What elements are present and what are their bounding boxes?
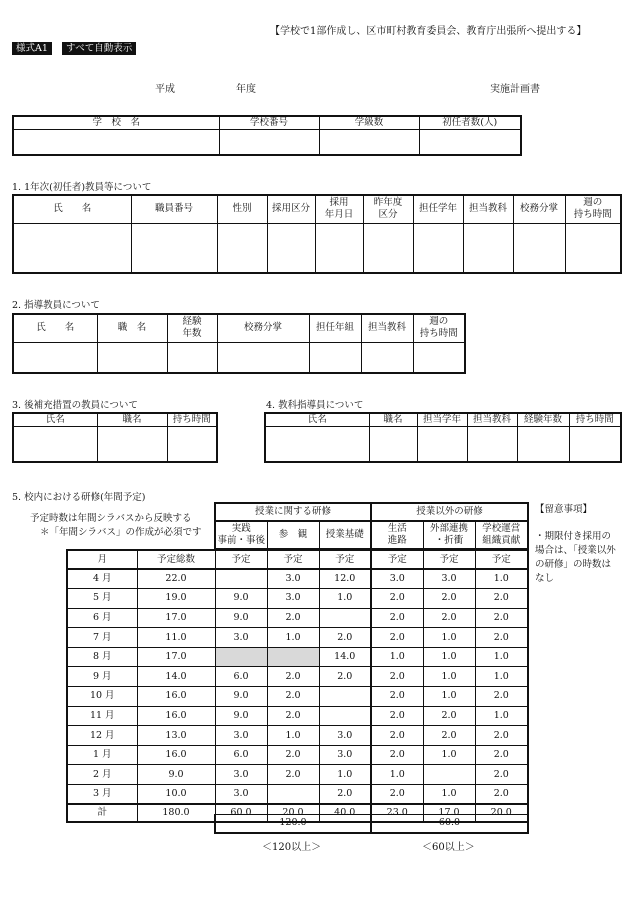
row-external-liaison-cell[interactable]: 1.0	[423, 667, 475, 687]
s1-cell[interactable]	[315, 223, 363, 273]
training-row	[67, 647, 528, 667]
plan-header: 予定	[215, 550, 267, 569]
row-school-management-cell[interactable]: 1.0	[475, 647, 528, 667]
school-name-cell[interactable]	[13, 130, 219, 155]
row-month-cell: 4 月	[67, 569, 137, 589]
row-lesson-basics-cell[interactable]: 2.0	[319, 785, 371, 805]
row-total-cell: 22.0	[137, 569, 215, 589]
row-total-cell: 17.0	[137, 608, 215, 628]
school-name-header: 学 校 名	[13, 116, 219, 130]
row-total-cell: 11.0	[137, 628, 215, 648]
row-life-guidance-cell[interactable]: 3.0	[371, 569, 423, 589]
s4-experience-header: 経験年数	[517, 413, 569, 427]
form-label: 様式A1	[12, 42, 52, 55]
month-header: 月	[67, 550, 137, 569]
s1-cell[interactable]	[131, 223, 217, 273]
row-school-management-cell[interactable]: 2.0	[475, 785, 528, 805]
s2-subject-header: 担当教科	[361, 314, 413, 342]
section3-title: 3. 後補充措置の教員について	[12, 400, 138, 411]
s4-cell[interactable]	[417, 427, 467, 462]
row-observation-cell[interactable]: 1.0	[267, 726, 319, 746]
sum-school-management: 20.0	[475, 804, 528, 822]
substitute-teacher-table	[12, 412, 218, 463]
row-observation-cell[interactable]: 3.0	[267, 589, 319, 609]
school-management-header: 学校運営 組織貢献	[475, 522, 528, 549]
training-rows	[67, 569, 528, 804]
row-practice-cell[interactable]: 9.0	[215, 608, 267, 628]
section5-title: 5. 校内における研修(年間予定)	[12, 492, 146, 503]
section4-title: 4. 教科指導員について	[266, 400, 364, 411]
s1-cell[interactable]	[565, 223, 621, 273]
row-practice-cell[interactable]: 3.0	[215, 628, 267, 648]
row-life-guidance-cell[interactable]: 1.0	[371, 765, 423, 785]
s1-homeroom-grade-header: 担任学年	[413, 195, 463, 223]
training-row	[67, 687, 528, 707]
row-external-liaison-cell[interactable]: 2.0	[423, 608, 475, 628]
row-lesson-basics-cell[interactable]: 12.0	[319, 569, 371, 589]
s3-cell[interactable]	[13, 427, 97, 462]
row-life-guidance-cell[interactable]: 2.0	[371, 726, 423, 746]
row-school-management-cell[interactable]: 2.0	[475, 608, 528, 628]
auto-display-badge	[62, 40, 136, 54]
plan-header: 予定	[371, 550, 423, 569]
s1-cell[interactable]	[13, 223, 131, 273]
row-lesson-basics-cell[interactable]: 2.0	[319, 667, 371, 687]
s2-weekly-hours-header: 週の 持ち時間	[413, 314, 465, 342]
s1-hire-date-header: 採用 年月日	[315, 195, 363, 223]
document-title: 実施計画書	[490, 84, 540, 95]
row-total-cell: 13.0	[137, 726, 215, 746]
row-school-management-cell[interactable]: 1.0	[475, 667, 528, 687]
row-life-guidance-cell[interactable]: 2.0	[371, 745, 423, 765]
s1-prev-year-category-header: 昨年度 区分	[363, 195, 413, 223]
s2-cell[interactable]	[361, 342, 413, 373]
sum-external-liaison: 17.0	[423, 804, 475, 822]
other-subtotal: 60.0	[371, 815, 528, 833]
s1-cell[interactable]	[513, 223, 565, 273]
row-life-guidance-cell[interactable]: 2.0	[371, 667, 423, 687]
class-count-header: 学級数	[319, 116, 419, 130]
training-row	[67, 589, 528, 609]
school-number-cell[interactable]	[219, 130, 319, 155]
s4-cell[interactable]	[467, 427, 517, 462]
training-row	[67, 608, 528, 628]
external-liaison-header: 外部連携 ・折衝	[423, 522, 475, 549]
form-label-badge	[12, 40, 52, 54]
era-label: 平成	[155, 84, 175, 95]
row-external-liaison-cell[interactable]: 2.0	[423, 589, 475, 609]
sum-lesson-basics: 40.0	[319, 804, 371, 822]
lesson-basics-header: 授業基礎	[319, 522, 371, 549]
s3-title-header: 職名	[97, 413, 167, 427]
row-observation-cell[interactable]: 2.0	[267, 745, 319, 765]
row-total-cell: 16.0	[137, 687, 215, 707]
s1-hire-category-header: 採用区分	[267, 195, 315, 223]
row-observation-cell[interactable]	[267, 785, 319, 805]
s1-weekly-hours-header: 週の 持ち時間	[565, 195, 621, 223]
s4-title-header: 職名	[369, 413, 417, 427]
s4-hours-header: 持ち時間	[569, 413, 621, 427]
lesson-subtotal: 120.0	[215, 815, 371, 833]
remarks-title: 【留意事項】	[535, 504, 593, 515]
s2-cell[interactable]	[217, 342, 309, 373]
row-observation-cell[interactable]: 2.0	[267, 706, 319, 726]
row-lesson-basics-cell[interactable]: 1.0	[319, 589, 371, 609]
fiscal-year-label: 年度	[236, 84, 256, 95]
row-total-cell: 14.0	[137, 667, 215, 687]
row-month-cell: 10 月	[67, 687, 137, 707]
other-training-group: 授業以外の研修	[371, 503, 528, 520]
training-row	[67, 628, 528, 648]
s2-cell[interactable]	[167, 342, 217, 373]
row-total-cell: 16.0	[137, 745, 215, 765]
row-life-guidance-cell[interactable]: 2.0	[371, 628, 423, 648]
s1-cell[interactable]	[363, 223, 413, 273]
sum-observation: 20.0	[267, 804, 319, 822]
row-practice-cell[interactable]: 9.0	[215, 706, 267, 726]
row-month-cell: 11 月	[67, 706, 137, 726]
s4-cell[interactable]	[517, 427, 569, 462]
remarks-body: ・期限付き採用の場合は、「授業以外の研修」の時数はなし	[535, 531, 616, 584]
other-minimum: ＜60以上＞	[422, 842, 475, 853]
s4-cell[interactable]	[369, 427, 417, 462]
s4-cell[interactable]	[569, 427, 621, 462]
plan-header: 予定	[423, 550, 475, 569]
s2-cell[interactable]	[97, 342, 167, 373]
s1-school-duty-header: 校務分掌	[513, 195, 565, 223]
class-count-cell[interactable]	[319, 130, 419, 155]
s2-cell[interactable]	[309, 342, 361, 373]
row-external-liaison-cell[interactable]: 1.0	[423, 628, 475, 648]
row-lesson-basics-cell[interactable]	[319, 706, 371, 726]
training-subtotals	[214, 814, 529, 834]
s1-cell[interactable]	[267, 223, 315, 273]
row-school-management-cell[interactable]: 2.0	[475, 589, 528, 609]
row-month-cell: 7 月	[67, 628, 137, 648]
row-external-liaison-cell[interactable]: 1.0	[423, 785, 475, 805]
row-lesson-basics-cell[interactable]	[319, 687, 371, 707]
row-lesson-basics-cell[interactable]: 3.0	[319, 726, 371, 746]
s2-title-header: 職 名	[97, 314, 167, 342]
row-school-management-cell[interactable]: 2.0	[475, 628, 528, 648]
row-lesson-basics-cell[interactable]: 3.0	[319, 745, 371, 765]
row-observation-cell[interactable]: 3.0	[267, 569, 319, 589]
training-row	[67, 706, 528, 726]
training-schedule-table	[66, 549, 529, 823]
row-total-cell: 17.0	[137, 647, 215, 667]
s3-cell[interactable]	[97, 427, 167, 462]
s1-cell[interactable]	[217, 223, 267, 273]
row-lesson-basics-cell[interactable]: 1.0	[319, 765, 371, 785]
plan-header: 予定	[475, 550, 528, 569]
subject-instructor-table	[264, 412, 622, 463]
row-total-cell: 10.0	[137, 785, 215, 805]
first-year-teacher-table	[12, 194, 622, 274]
sum-label: 計	[67, 804, 137, 822]
row-school-management-cell[interactable]: 2.0	[475, 745, 528, 765]
row-practice-cell[interactable]: 9.0	[215, 589, 267, 609]
training-row	[67, 667, 528, 687]
sum-total: 180.0	[137, 804, 215, 822]
s1-subject-header: 担当教科	[463, 195, 513, 223]
lesson-training-group: 授業に関する研修	[215, 503, 371, 520]
row-month-cell: 8 月	[67, 647, 137, 667]
s1-name-header: 氏 名	[13, 195, 131, 223]
s2-cell[interactable]	[413, 342, 465, 373]
row-external-liaison-cell[interactable]: 1.0	[423, 647, 475, 667]
section2-title: 2. 指導教員について	[12, 300, 100, 311]
row-observation-cell[interactable]: 2.0	[267, 667, 319, 687]
row-month-cell: 5 月	[67, 589, 137, 609]
s4-grade-header: 担当学年	[417, 413, 467, 427]
sum-life-guidance: 23.0	[371, 804, 423, 822]
s4-name-header: 氏名	[265, 413, 369, 427]
row-life-guidance-cell[interactable]: 2.0	[371, 785, 423, 805]
training-row	[67, 785, 528, 805]
row-external-liaison-cell[interactable]: 1.0	[423, 687, 475, 707]
row-practice-cell[interactable]: 3.0	[215, 726, 267, 746]
row-school-management-cell[interactable]: 1.0	[475, 569, 528, 589]
training-sub-headers	[214, 521, 529, 549]
row-practice-cell[interactable]	[215, 569, 267, 589]
training-row	[67, 765, 528, 785]
s2-cell[interactable]	[13, 342, 97, 373]
row-month-cell: 2 月	[67, 765, 137, 785]
row-school-management-cell[interactable]: 2.0	[475, 765, 528, 785]
section1-title: 1. 1年次(初任者)教員等について	[12, 182, 152, 193]
row-school-management-cell[interactable]: 2.0	[475, 687, 528, 707]
row-month-cell: 3 月	[67, 785, 137, 805]
row-practice-cell[interactable]: 6.0	[215, 745, 267, 765]
syllabus-note-2: ＊「年間シラバス」の作成が必須です	[40, 527, 202, 538]
new-teacher-count-header: 初任者数(人)	[419, 116, 521, 130]
s2-name-header: 氏 名	[13, 314, 97, 342]
mentor-teacher-table	[12, 313, 466, 374]
row-school-management-cell[interactable]: 1.0	[475, 706, 528, 726]
row-month-cell: 12 月	[67, 726, 137, 746]
s3-hours-header: 持ち時間	[167, 413, 217, 427]
row-school-management-cell[interactable]: 2.0	[475, 726, 528, 746]
plan-header: 予定	[267, 550, 319, 569]
row-external-liaison-cell[interactable]: 3.0	[423, 569, 475, 589]
row-external-liaison-cell[interactable]: 2.0	[423, 726, 475, 746]
row-external-liaison-cell[interactable]: 2.0	[423, 706, 475, 726]
row-practice-cell[interactable]	[215, 647, 267, 667]
s2-experience-header: 経験 年数	[167, 314, 217, 342]
s2-homeroom-header: 担任年組	[309, 314, 361, 342]
row-life-guidance-cell[interactable]: 2.0	[371, 706, 423, 726]
lesson-minimum: ＜120以上＞	[262, 842, 322, 853]
row-observation-cell[interactable]: 1.0	[267, 628, 319, 648]
total-header: 予定総数	[137, 550, 215, 569]
row-life-guidance-cell[interactable]: 1.0	[371, 647, 423, 667]
s4-cell[interactable]	[265, 427, 369, 462]
row-practice-cell[interactable]: 6.0	[215, 667, 267, 687]
row-life-guidance-cell[interactable]: 2.0	[371, 608, 423, 628]
row-total-cell: 16.0	[137, 706, 215, 726]
s1-cell[interactable]	[413, 223, 463, 273]
s3-cell[interactable]	[167, 427, 217, 462]
practice-header: 実践 事前・事後	[215, 522, 267, 549]
auto-display-label: すべて自動表示	[62, 42, 136, 55]
row-lesson-basics-cell[interactable]: 2.0	[319, 628, 371, 648]
row-month-cell: 6 月	[67, 608, 137, 628]
row-practice-cell[interactable]: 3.0	[215, 765, 267, 785]
row-total-cell: 19.0	[137, 589, 215, 609]
row-observation-cell[interactable]	[267, 647, 319, 667]
school-number-header: 学校番号	[219, 116, 319, 130]
row-practice-cell[interactable]: 9.0	[215, 687, 267, 707]
s1-gender-header: 性別	[217, 195, 267, 223]
row-observation-cell[interactable]: 2.0	[267, 608, 319, 628]
row-lesson-basics-cell[interactable]: 14.0	[319, 647, 371, 667]
row-total-cell: 9.0	[137, 765, 215, 785]
row-practice-cell[interactable]: 3.0	[215, 785, 267, 805]
school-info-table	[12, 115, 522, 156]
training-group-headers	[214, 502, 529, 521]
training-row	[67, 569, 528, 589]
row-month-cell: 9 月	[67, 667, 137, 687]
submission-note: 【学校で1部作成し、区市町村教育委員会、教育庁出張所へ提出する】	[270, 26, 587, 37]
row-external-liaison-cell[interactable]	[423, 765, 475, 785]
sum-practice: 60.0	[215, 804, 267, 822]
observation-header: 参 観	[267, 522, 319, 549]
training-row	[67, 745, 528, 765]
row-lesson-basics-cell[interactable]	[319, 608, 371, 628]
s1-cell[interactable]	[463, 223, 513, 273]
row-month-cell: 1 月	[67, 745, 137, 765]
row-life-guidance-cell[interactable]: 2.0	[371, 589, 423, 609]
training-row	[67, 726, 528, 746]
s1-staff-number-header: 職員番号	[131, 195, 217, 223]
s3-name-header: 氏名	[13, 413, 97, 427]
row-external-liaison-cell[interactable]: 1.0	[423, 745, 475, 765]
s4-subject-header: 担当教科	[467, 413, 517, 427]
syllabus-note-1: 予定時数は年間シラバスから反映する	[30, 513, 192, 524]
new-teacher-count-cell[interactable]	[419, 130, 521, 155]
row-observation-cell[interactable]: 2.0	[267, 765, 319, 785]
plan-header: 予定	[319, 550, 371, 569]
s2-school-duty-header: 校務分掌	[217, 314, 309, 342]
row-life-guidance-cell[interactable]: 2.0	[371, 687, 423, 707]
row-observation-cell[interactable]: 2.0	[267, 687, 319, 707]
life-guidance-header: 生活 進路	[371, 522, 423, 549]
